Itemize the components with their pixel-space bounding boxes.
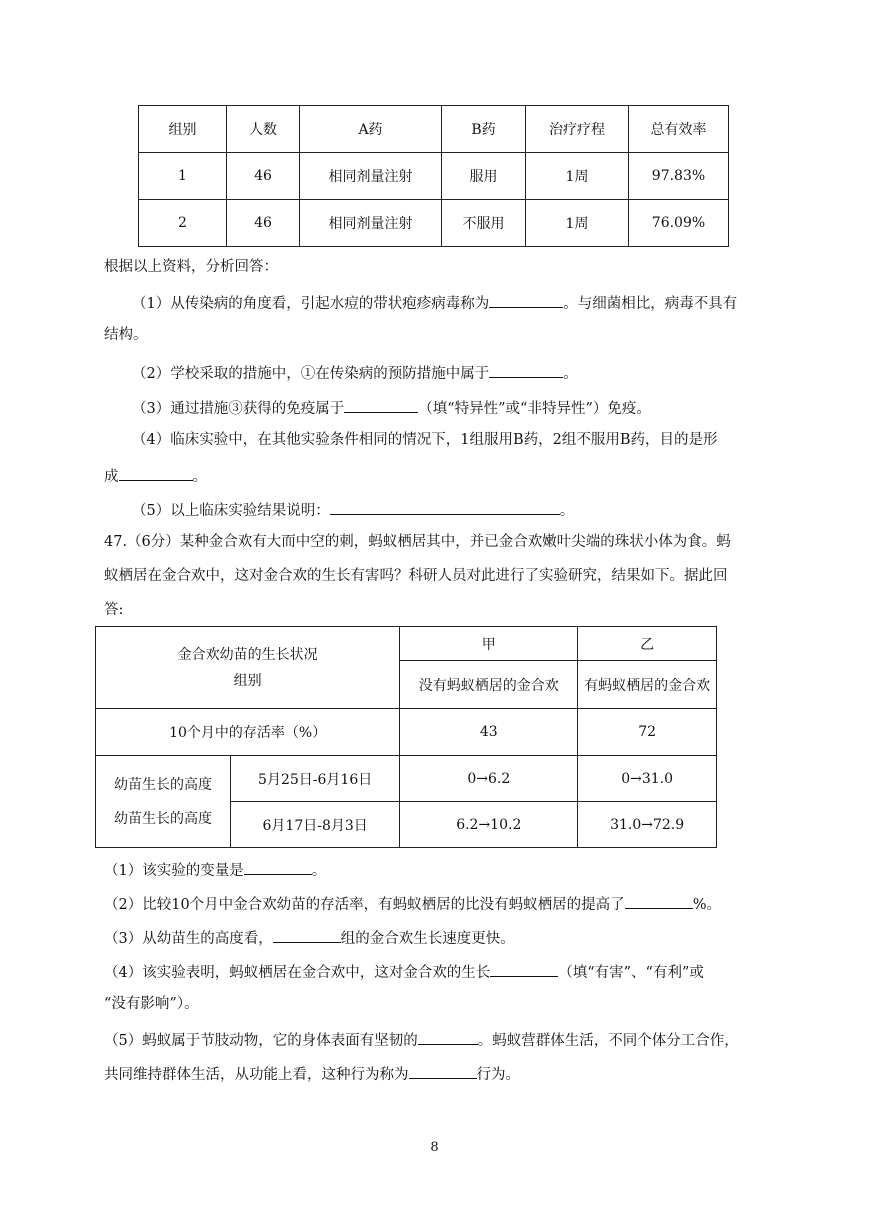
- question-46-5: [132, 498, 574, 521]
- table-cell: 1: [139, 153, 227, 200]
- answer-blank[interactable]: [418, 1028, 478, 1045]
- table-cell: 76.09%: [629, 200, 729, 247]
- table-cell: 43: [400, 709, 578, 756]
- question-46-1-cont: 结构。: [104, 327, 148, 343]
- table-cell: 服用: [442, 153, 526, 200]
- question-46-2: [132, 361, 578, 384]
- table-cell: 0→31.0: [578, 756, 717, 802]
- table-cell: 2: [139, 200, 227, 247]
- question-text: 共同维持群体生活，从功能上看，这种行为称为: [104, 1067, 409, 1083]
- table-header-row: [96, 627, 717, 661]
- section-47-intro-1: 47.（6分）某种金合欢有大而中空的刺，蚂蚁栖居其中，并已金合欢嫩叶尖端的珠状小体为食。蚂: [104, 534, 731, 550]
- header-cell: 乙: [578, 627, 717, 661]
- table-cell: 相同剂量注射: [300, 200, 442, 247]
- question-text: （4）该实验表明，蚂蚁栖居在金合欢中，这对金合欢的生长: [104, 965, 491, 981]
- question-text: 行为。: [476, 1067, 520, 1083]
- section-47-intro-3: 答:: [104, 602, 124, 618]
- table-cell: 31.0→72.9: [578, 802, 717, 848]
- question-text: （2）学校采取的措施中，①在传染病的预防措施中属于: [132, 366, 490, 382]
- answer-blank[interactable]: [490, 960, 558, 977]
- question-text: 成: [104, 469, 119, 485]
- period-cell: 5月25日-6月16日: [231, 756, 400, 802]
- question-text: 组的金合欢生长速度更快。: [340, 931, 515, 947]
- table-cell: 相同剂量注射: [300, 153, 442, 200]
- header-cell: 人数: [227, 106, 300, 153]
- question-47-3: [104, 926, 515, 949]
- question-46-1: [132, 291, 737, 314]
- question-text: 。: [192, 469, 207, 485]
- table-cell: 46: [227, 200, 300, 247]
- question-text: （2）比较10个月中金合欢幼苗的存活率，有蚂蚁栖居的比没有蚂蚁栖居的提高了: [104, 897, 625, 913]
- corner-label: 组别: [233, 672, 262, 689]
- question-text: 。: [559, 503, 575, 519]
- corner-cell: [96, 627, 400, 709]
- header-cell: A药: [300, 106, 442, 153]
- question-text: （3）通过措施③获得的免疫属于: [132, 401, 345, 417]
- table-row: [96, 756, 717, 802]
- table-row: [139, 200, 729, 247]
- acacia-experiment-table: [95, 626, 717, 848]
- question-text: 。: [311, 863, 327, 879]
- row-label-text: 幼苗生长的高度: [114, 776, 212, 793]
- question-47-4-cont: “没有影响”）。: [104, 996, 199, 1012]
- row-label: 10个月中的存活率（%）: [96, 709, 400, 756]
- question-47-2: [104, 892, 721, 915]
- header-cell: 没有蚂蚁栖居的金合欢: [400, 661, 578, 709]
- question-47-5-cont: [104, 1062, 520, 1085]
- section-47-intro-2: 蚁栖居在金合欢中，这对金合欢的生长有害吗？科研人员对此进行了实验研究，结果如下。据此回: [104, 568, 728, 584]
- question-text: %。: [692, 897, 721, 913]
- header-cell: 总有效率: [629, 106, 729, 153]
- clinical-trial-table: [138, 105, 729, 247]
- table-cell: 72: [578, 709, 717, 756]
- answer-blank[interactable]: [119, 464, 193, 481]
- period-cell: 6月17日-8月3日: [231, 802, 400, 848]
- question-text: （填“特异性”或“非特异性”）免疫。: [418, 401, 651, 417]
- question-text: 。与细菌相比，病毒不具有: [563, 296, 738, 312]
- header-cell: 治疗疗程: [526, 106, 629, 153]
- page-number: 8: [430, 1140, 439, 1155]
- row-label: [96, 756, 231, 848]
- header-cell: B药: [442, 106, 526, 153]
- section-46-intro: 根据以上资料，分析回答：: [104, 259, 278, 275]
- question-text: （5）以上临床实验结果说明：: [132, 503, 330, 519]
- answer-blank[interactable]: [625, 892, 693, 909]
- question-46-3: [132, 396, 651, 419]
- question-46-4: （4）临床实验中，在其他实验条件相同的情况下，1组服用B药，2组不服用B药，目的是形: [132, 432, 718, 448]
- question-text: 。蚂蚁营群体生活，不同个体分工合作，: [477, 1033, 739, 1049]
- table-cell: 97.83%: [629, 153, 729, 200]
- corner-label: 金合欢幼苗的生长状况: [177, 646, 318, 663]
- answer-blank[interactable]: [244, 858, 312, 875]
- header-cell: 甲: [400, 627, 578, 661]
- header-cell: 组别: [139, 106, 227, 153]
- question-47-4: [104, 960, 704, 983]
- answer-blank[interactable]: [273, 926, 341, 943]
- table-header-row: [139, 106, 729, 153]
- table-cell: 1周: [526, 153, 629, 200]
- question-text: （1）从传染病的角度看，引起水痘的带状疱疹病毒称为: [132, 296, 490, 312]
- table-cell: 6.2→10.2: [400, 802, 578, 848]
- question-text: （1）该实验的变量是: [104, 863, 244, 879]
- table-cell: 不服用: [442, 200, 526, 247]
- answer-blank[interactable]: [330, 498, 560, 515]
- table-cell: 46: [227, 153, 300, 200]
- question-47-5: [104, 1028, 739, 1051]
- question-47-1: [104, 858, 326, 881]
- question-text: （3）从幼苗生的高度看，: [104, 931, 273, 947]
- answer-blank[interactable]: [409, 1062, 477, 1079]
- answer-blank[interactable]: [489, 291, 563, 308]
- table-row: [96, 709, 717, 756]
- answer-blank[interactable]: [344, 396, 418, 413]
- table-row: [139, 153, 729, 200]
- header-cell: 有蚂蚁栖居的金合欢: [578, 661, 717, 709]
- table-cell: 0→6.2: [400, 756, 578, 802]
- question-text: （5）蚂蚁属于节肢动物，它的身体表面有坚韧的: [104, 1033, 418, 1049]
- table-cell: 1周: [526, 200, 629, 247]
- question-46-4-cont: [104, 464, 207, 487]
- question-text: 。: [563, 366, 578, 382]
- row-label-text: 幼苗生长的高度: [114, 810, 212, 827]
- question-text: （填“有害”、“有利”或: [558, 965, 704, 981]
- answer-blank[interactable]: [489, 361, 563, 378]
